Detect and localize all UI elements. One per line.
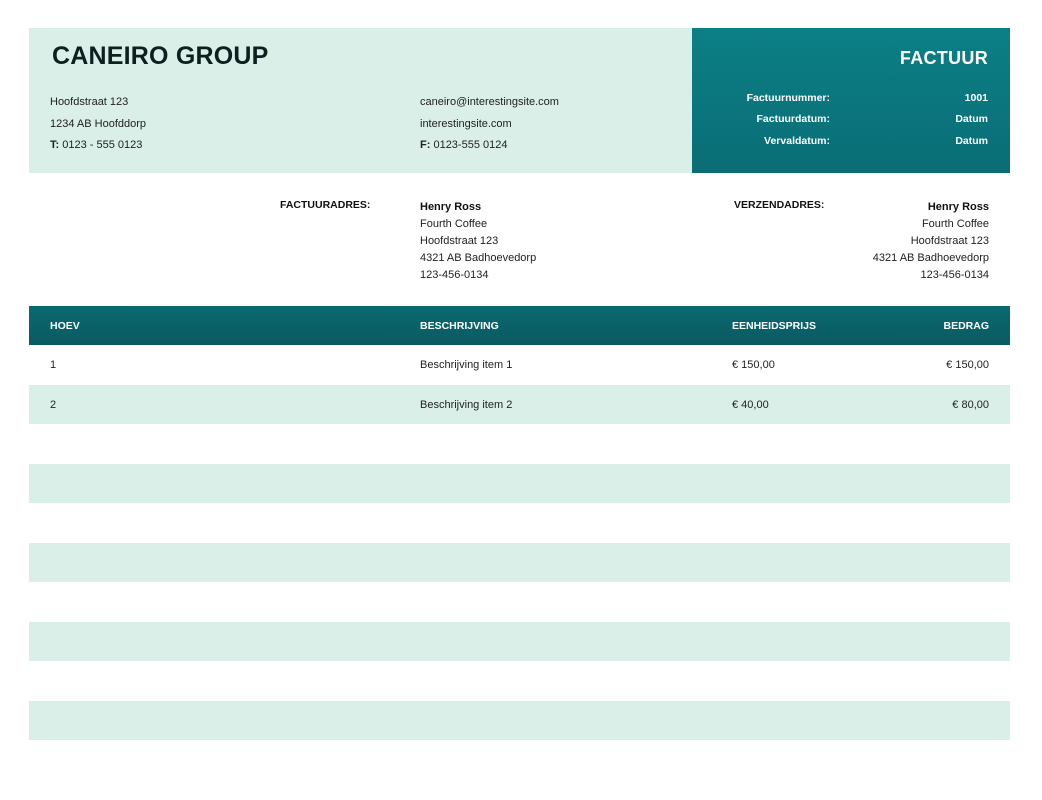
cell-amount: € 150,00 bbox=[946, 359, 989, 371]
company-name: CANEIRO GROUP bbox=[52, 42, 269, 70]
invoice-date-label: Factuurdatum: bbox=[756, 113, 830, 125]
header-quantity: HOEV bbox=[50, 320, 80, 332]
company-fax-line bbox=[420, 135, 559, 157]
cell-quantity: 1 bbox=[50, 359, 57, 371]
header-unit-price: EENHEIDSPRIJS bbox=[732, 320, 817, 332]
header-amount: BEDRAG bbox=[943, 320, 989, 332]
invoice-header bbox=[29, 28, 1010, 173]
fax-label: F: bbox=[420, 139, 431, 151]
company-phone: 0123 - 555 0123 bbox=[62, 139, 143, 151]
cell-amount: € 80,00 bbox=[952, 398, 989, 411]
invoice-title: FACTUUR bbox=[899, 48, 988, 68]
company-phone-line bbox=[50, 135, 146, 157]
company-website[interactable]: interestingsite.com bbox=[420, 117, 512, 130]
company-city: 1234 AB Hoofddorp bbox=[50, 117, 147, 130]
company-address bbox=[50, 92, 146, 157]
cell-quantity: 2 bbox=[50, 398, 57, 411]
table-row bbox=[29, 701, 1010, 741]
invoice-number-value: 1001 bbox=[964, 92, 988, 104]
company-contact bbox=[420, 92, 559, 157]
invoice-number-label: Factuurnummer: bbox=[746, 92, 830, 104]
invoice-date-value: Datum bbox=[955, 113, 988, 125]
invoice-due-label: Vervaldatum: bbox=[764, 135, 830, 147]
billing-label: FACTUURADRES: bbox=[280, 199, 371, 211]
billing-name: Henry Ross bbox=[420, 201, 482, 213]
invoice-page bbox=[29, 28, 1010, 780]
table-row bbox=[29, 464, 1010, 504]
company-fax: 0123-555 0124 bbox=[433, 139, 508, 151]
table-row bbox=[29, 740, 1010, 780]
table-header bbox=[29, 306, 1010, 345]
shipping-company: Fourth Coffee bbox=[921, 218, 989, 230]
shipping-street: Hoofdstraat 123 bbox=[910, 235, 989, 247]
billing-city: 4321 AB Badhoevedorp bbox=[420, 252, 537, 264]
phone-label: T: bbox=[50, 139, 60, 151]
billing-street: Hoofdstraat 123 bbox=[420, 235, 499, 247]
table-row bbox=[29, 622, 1010, 662]
cell-description: Beschrijving item 1 bbox=[420, 359, 513, 371]
table-row bbox=[29, 582, 1010, 622]
company-street: Hoofdstraat 123 bbox=[50, 96, 129, 108]
shipping-name: Henry Ross bbox=[927, 201, 989, 213]
shipping-city: 4321 AB Badhoevedorp bbox=[872, 252, 989, 264]
table-row bbox=[29, 503, 1010, 543]
shipping-phone: 123-456-0134 bbox=[920, 269, 989, 281]
billing-company: Fourth Coffee bbox=[420, 218, 488, 230]
table-row bbox=[29, 661, 1010, 701]
address-section bbox=[29, 173, 1010, 306]
shipping-label: VERZENDADRES: bbox=[734, 199, 825, 211]
table-row bbox=[29, 543, 1010, 583]
cell-unit-price: € 150,00 bbox=[732, 359, 775, 371]
invoice-due-value: Datum bbox=[955, 135, 988, 147]
company-email[interactable]: caneiro@interestingsite.com bbox=[420, 96, 559, 108]
cell-unit-price: € 40,00 bbox=[732, 398, 769, 411]
invoice-meta-box bbox=[692, 28, 1010, 173]
table-row bbox=[29, 385, 1010, 425]
cell-description: Beschrijving item 2 bbox=[420, 398, 513, 411]
table-row bbox=[29, 424, 1010, 464]
shipping-address bbox=[873, 199, 989, 284]
header-description: BESCHRIJVING bbox=[420, 320, 499, 332]
table-row bbox=[29, 345, 1010, 385]
billing-phone: 123-456-0134 bbox=[420, 269, 489, 281]
table-body bbox=[29, 345, 1010, 780]
billing-address bbox=[420, 199, 536, 284]
